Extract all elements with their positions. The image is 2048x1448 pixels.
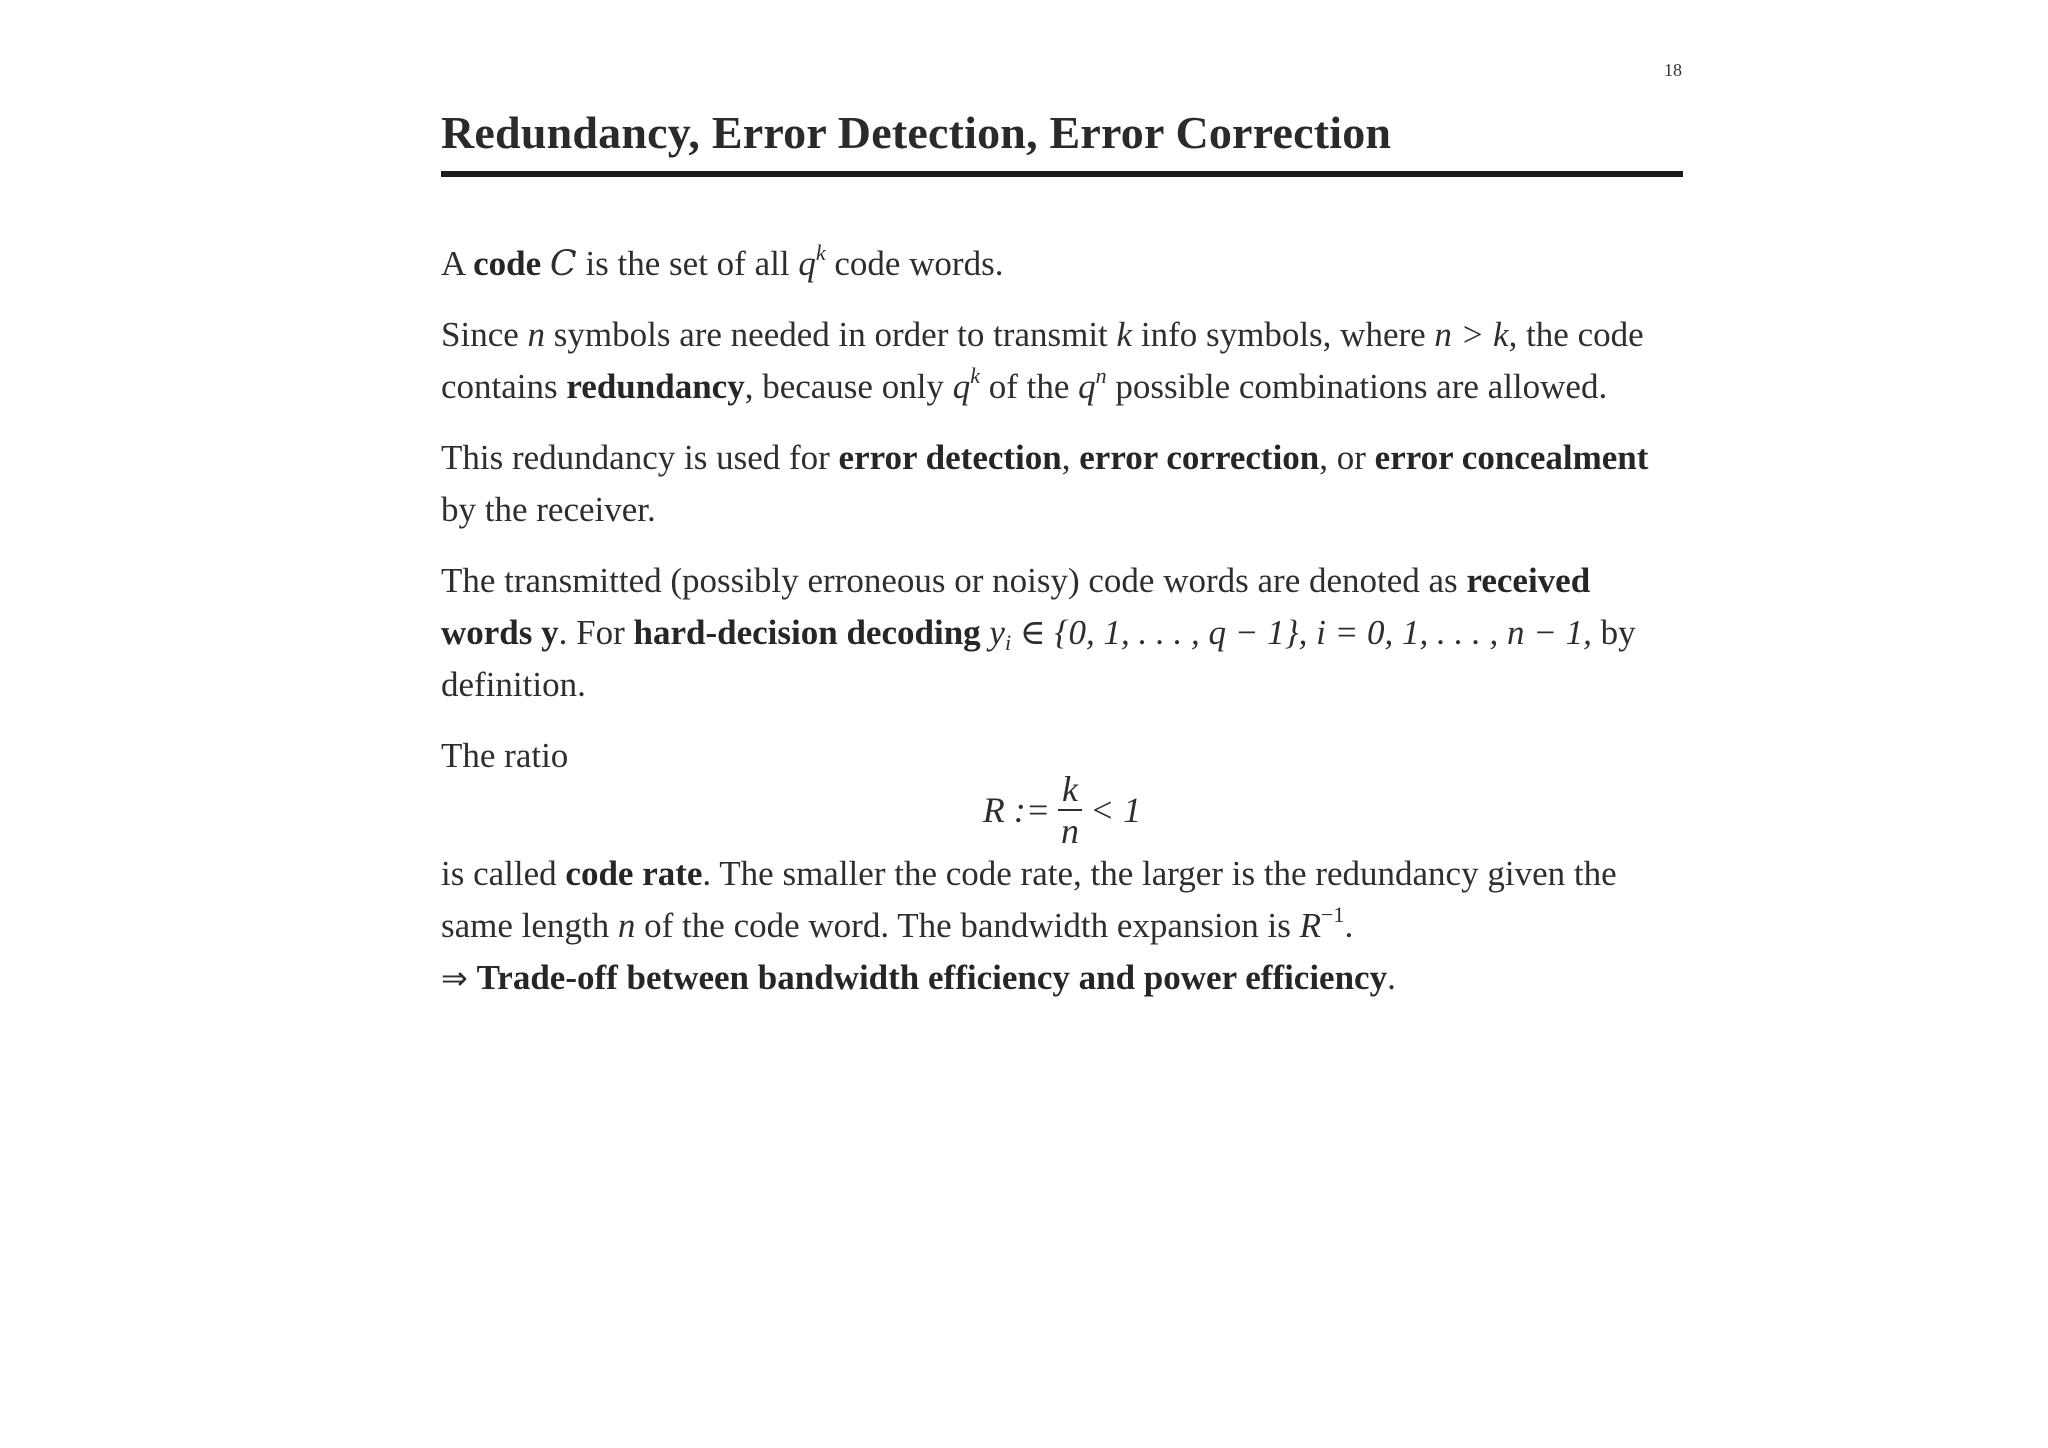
text: is the set of all: [576, 244, 799, 283]
term-code-rate: code rate: [565, 854, 703, 893]
term-received-words: received words y: [441, 561, 1591, 652]
text: , because only: [744, 367, 953, 406]
text: . For: [558, 613, 634, 652]
math-q: q: [952, 367, 971, 406]
text: .: [1387, 958, 1396, 997]
text: by the receiver.: [441, 490, 656, 529]
text: The transmitted (possibly erroneous or noisy) code words are denoted as: [441, 561, 1467, 600]
term-hard-decision-decoding: hard-decision decoding: [633, 613, 981, 652]
text: of the: [979, 367, 1079, 406]
paragraph-code-definition: [441, 238, 1683, 290]
text: is called: [441, 854, 566, 893]
paragraph-received-words: [441, 555, 1683, 711]
math-set-expression: ∈ {0, 1, . . . , q − 1}, i = 0, 1, . . . , n − 1,: [1011, 613, 1592, 652]
math-q: q: [798, 244, 816, 283]
paragraph-code-rate: [441, 848, 1683, 952]
math-k-exponent: k: [970, 363, 980, 388]
fraction-numerator: k: [1058, 769, 1082, 811]
slide-body: [441, 238, 1683, 1023]
term-error-detection: error detection: [838, 438, 1062, 477]
math-q: q: [1078, 367, 1096, 406]
text: .: [1344, 906, 1354, 945]
text: This redundancy is used for: [441, 438, 839, 477]
text: code words.: [825, 244, 1004, 283]
text: possible combinations are allowed.: [1106, 367, 1608, 406]
math-inequality: n > k: [1434, 315, 1509, 354]
math-i-subscript: i: [1004, 630, 1012, 655]
term-error-correction: error correction: [1079, 438, 1320, 477]
math-code-symbol: C: [549, 244, 577, 284]
math-n-exponent: n: [1095, 363, 1107, 388]
paragraph-tradeoff: [441, 952, 1683, 1004]
paragraph-ratio-intro: The ratio: [441, 736, 569, 775]
math-R: R: [1299, 906, 1322, 945]
page-number: 18: [1664, 60, 1682, 80]
formula-rhs: < 1: [1089, 790, 1142, 830]
fraction-denominator: n: [1060, 811, 1079, 851]
term-code: code: [473, 244, 542, 283]
math-k: k: [1116, 315, 1133, 354]
term-error-concealment: error concealment: [1374, 438, 1649, 477]
formula-code-rate: [441, 766, 1683, 854]
fraction: [1058, 769, 1082, 851]
text: Since: [441, 315, 528, 354]
slide-title: Redundancy, Error Detection, Error Correction: [441, 107, 1392, 158]
text: symbols are needed in order to transmit: [545, 315, 1117, 354]
text: of the code word. The bandwidth expansion is: [635, 906, 1300, 945]
text: , or: [1319, 438, 1375, 477]
text: , the code contains: [441, 315, 1644, 406]
math-y: y: [989, 613, 1005, 652]
text: . The smaller the code rate, the larger is the redundancy given the same length: [441, 854, 1617, 945]
text: info symbols, where: [1132, 315, 1435, 354]
title-rule: [441, 171, 1683, 177]
math-n: n: [527, 315, 546, 354]
text: by definition.: [441, 613, 1636, 704]
text: ,: [1061, 438, 1080, 477]
text: A: [441, 244, 474, 283]
formula-lhs: R :=: [982, 790, 1050, 830]
term-tradeoff: Trade-off between bandwidth efficiency and power efficiency: [476, 958, 1388, 997]
math-inverse-exponent: −1: [1321, 902, 1345, 927]
paragraph-usage: [441, 432, 1683, 536]
implies-arrow-icon: ⇒: [441, 959, 468, 997]
math-n: n: [617, 906, 636, 945]
paragraph-redundancy: [441, 309, 1683, 413]
math-k-exponent: k: [815, 240, 826, 265]
term-redundancy: redundancy: [566, 367, 745, 406]
